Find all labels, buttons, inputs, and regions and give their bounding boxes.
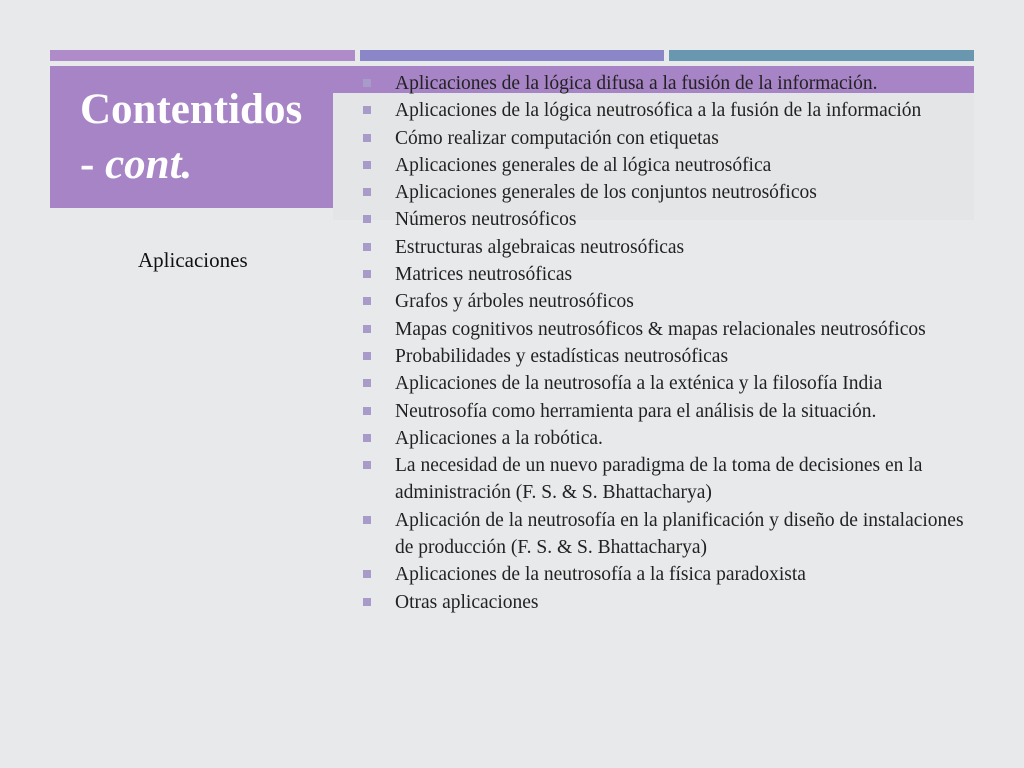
square-bullet-icon bbox=[363, 79, 371, 87]
square-bullet-icon bbox=[363, 188, 371, 196]
slide-title-text: Contentidos bbox=[80, 86, 303, 133]
square-bullet-icon bbox=[363, 461, 371, 469]
list-item-text: Aplicaciones generales de al lógica neutrosófica bbox=[395, 154, 772, 176]
list-item-text: Estructuras algebraicas neutrosóficas bbox=[395, 236, 685, 258]
list-item-text: La necesidad de un nuevo paradigma de la toma de decisiones en la administración (F. S. & S. Bhattacharya) bbox=[395, 455, 923, 504]
square-bullet-icon bbox=[363, 134, 371, 142]
square-bullet-icon bbox=[363, 570, 371, 578]
bullet-list bbox=[358, 70, 968, 616]
list-item bbox=[358, 561, 968, 588]
square-bullet-icon bbox=[363, 243, 371, 251]
square-bullet-icon bbox=[363, 598, 371, 606]
square-bullet-icon bbox=[363, 297, 371, 305]
accent-bar-middle bbox=[360, 50, 664, 61]
slide-title bbox=[80, 82, 340, 192]
side-label: Aplicaciones bbox=[138, 248, 248, 272]
list-item-text: Números neutrosóficos bbox=[395, 209, 577, 231]
list-item bbox=[358, 234, 968, 261]
list-item-text: Aplicación de la neutrosofía en la planificación y diseño de instalaciones de producción (F. S. & S. Bhattacharya) bbox=[395, 509, 964, 559]
list-item bbox=[358, 70, 968, 97]
list-item bbox=[358, 452, 968, 507]
list-item-text: Otras aplicaciones bbox=[395, 591, 539, 613]
square-bullet-icon bbox=[363, 379, 371, 387]
list-item bbox=[358, 370, 968, 397]
list-item bbox=[358, 206, 968, 233]
list-item-text: Aplicaciones de la neutrosofía a la física paradoxista bbox=[395, 564, 806, 586]
list-item bbox=[358, 589, 968, 616]
list-item-text: Aplicaciones generales de los conjuntos neutrosóficos bbox=[395, 182, 817, 204]
square-bullet-icon bbox=[363, 215, 371, 223]
accent-bar-right bbox=[669, 50, 974, 61]
list-item bbox=[358, 507, 968, 562]
list-item-text: Matrices neutrosóficas bbox=[395, 264, 573, 286]
square-bullet-icon bbox=[363, 516, 371, 524]
list-item-text: Cómo realizar computación con etiquetas bbox=[395, 127, 719, 149]
list-item-text: Probabilidades y estadísticas neutrosóficas bbox=[395, 345, 729, 367]
square-bullet-icon bbox=[363, 270, 371, 278]
list-item bbox=[358, 425, 968, 452]
list-item bbox=[358, 97, 968, 124]
list-item-text: Grafos y árboles neutrosóficos bbox=[395, 291, 634, 313]
list-item-text: Aplicaciones a la robótica. bbox=[395, 427, 603, 449]
list-item bbox=[358, 288, 968, 315]
list-item-text: Aplicaciones de la neutrosofía a la exténica y la filosofía India bbox=[395, 373, 883, 395]
list-item bbox=[358, 343, 968, 370]
slide-subtitle-prefix: - bbox=[80, 141, 106, 188]
list-item bbox=[358, 261, 968, 288]
list-item bbox=[358, 152, 968, 179]
list-item-text: Mapas cognitivos neutrosóficos & mapas relacionales neutrosóficos bbox=[395, 318, 926, 340]
list-item-text: Neutrosofía como herramienta para el análisis de la situación. bbox=[395, 400, 877, 422]
list-item bbox=[358, 398, 968, 425]
list-item bbox=[358, 316, 968, 343]
list-item bbox=[358, 179, 968, 206]
slide-subtitle: cont. bbox=[105, 141, 193, 188]
list-item bbox=[358, 125, 968, 152]
square-bullet-icon bbox=[363, 161, 371, 169]
square-bullet-icon bbox=[363, 407, 371, 415]
square-bullet-icon bbox=[363, 325, 371, 333]
square-bullet-icon bbox=[363, 106, 371, 114]
list-item-text: Aplicaciones de la lógica difusa a la fusión de la información. bbox=[395, 73, 878, 94]
list-item-text: Aplicaciones de la lógica neutrosófica a la fusión de la información bbox=[395, 100, 922, 122]
accent-bar-left bbox=[50, 50, 355, 61]
square-bullet-icon bbox=[363, 434, 371, 442]
square-bullet-icon bbox=[363, 352, 371, 360]
